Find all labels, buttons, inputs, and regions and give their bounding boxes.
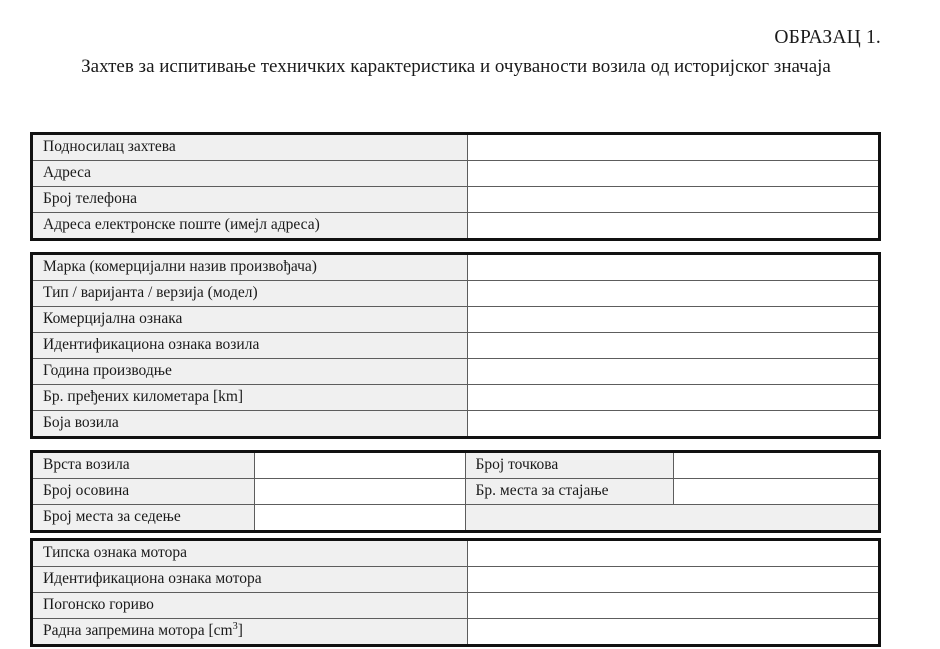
table-row bbox=[32, 359, 880, 385]
field-label: Марка (комерцијални назив произвођача) bbox=[32, 254, 468, 281]
field-value[interactable] bbox=[467, 619, 879, 646]
field-value[interactable] bbox=[674, 452, 880, 479]
field-value[interactable] bbox=[467, 307, 879, 333]
engine-table bbox=[30, 538, 881, 647]
table-row bbox=[32, 134, 880, 161]
field-value[interactable] bbox=[467, 359, 879, 385]
table-row bbox=[32, 161, 880, 187]
field-label: Адреса електронске поште (имејл адреса) bbox=[32, 213, 468, 240]
table-row bbox=[32, 619, 880, 646]
field-label: Година производње bbox=[32, 359, 468, 385]
field-label: Број точкова bbox=[465, 452, 674, 479]
field-value[interactable] bbox=[467, 281, 879, 307]
field-label: Идентификациона ознака возила bbox=[32, 333, 468, 359]
table-row bbox=[32, 411, 880, 438]
table-row bbox=[32, 187, 880, 213]
field-label: Број осовина bbox=[32, 479, 255, 505]
field-label-tail: ] bbox=[237, 622, 243, 639]
field-label: Бр. места за стајање bbox=[465, 479, 674, 505]
field-label: Адреса bbox=[32, 161, 468, 187]
table-row bbox=[32, 213, 880, 240]
applicant-table bbox=[30, 132, 881, 241]
table-row bbox=[32, 385, 880, 411]
field-value[interactable] bbox=[467, 411, 879, 438]
field-value[interactable] bbox=[467, 213, 879, 240]
superscript: 3 bbox=[232, 620, 238, 632]
empty-cell bbox=[465, 505, 879, 532]
field-label: Боја возила bbox=[32, 411, 468, 438]
table-row bbox=[32, 505, 880, 532]
field-label: Број места за седење bbox=[32, 505, 255, 532]
table-row bbox=[32, 479, 880, 505]
field-value[interactable] bbox=[467, 540, 879, 567]
field-value[interactable] bbox=[467, 254, 879, 281]
field-label: Број телефона bbox=[32, 187, 468, 213]
vehicle-table bbox=[30, 252, 881, 439]
table-row bbox=[32, 452, 880, 479]
table-row bbox=[32, 281, 880, 307]
field-label bbox=[32, 619, 468, 646]
table-row bbox=[32, 333, 880, 359]
table-row bbox=[32, 593, 880, 619]
table-row bbox=[32, 307, 880, 333]
field-value[interactable] bbox=[467, 161, 879, 187]
table-row bbox=[32, 540, 880, 567]
field-value[interactable] bbox=[467, 134, 879, 161]
field-value[interactable] bbox=[467, 187, 879, 213]
field-value[interactable] bbox=[254, 452, 465, 479]
axles-table bbox=[30, 450, 881, 533]
field-value[interactable] bbox=[467, 593, 879, 619]
field-label: Идентификациона ознака мотора bbox=[32, 567, 468, 593]
table-row bbox=[32, 567, 880, 593]
document-title: Захтев за испитивање техничких карактеристика и очуваности возила од историјског значаја bbox=[81, 56, 831, 77]
field-label: Врста возила bbox=[32, 452, 255, 479]
field-value[interactable] bbox=[467, 333, 879, 359]
field-value[interactable] bbox=[467, 567, 879, 593]
field-label: Тип / варијанта / верзија (модел) bbox=[32, 281, 468, 307]
field-value[interactable] bbox=[674, 479, 880, 505]
table-row bbox=[32, 254, 880, 281]
field-label: Погонско гориво bbox=[32, 593, 468, 619]
field-value[interactable] bbox=[254, 479, 465, 505]
field-label: Бр. пређених километара [km] bbox=[32, 385, 468, 411]
field-value[interactable] bbox=[254, 505, 465, 532]
field-label: Подносилац захтева bbox=[32, 134, 468, 161]
field-value[interactable] bbox=[467, 385, 879, 411]
form-number: ОБРАЗАЦ 1. bbox=[774, 27, 881, 48]
field-label: Типска ознака мотора bbox=[32, 540, 468, 567]
field-label-text: Радна запремина мотора [cm bbox=[43, 622, 233, 639]
field-label: Комерцијална ознака bbox=[32, 307, 468, 333]
